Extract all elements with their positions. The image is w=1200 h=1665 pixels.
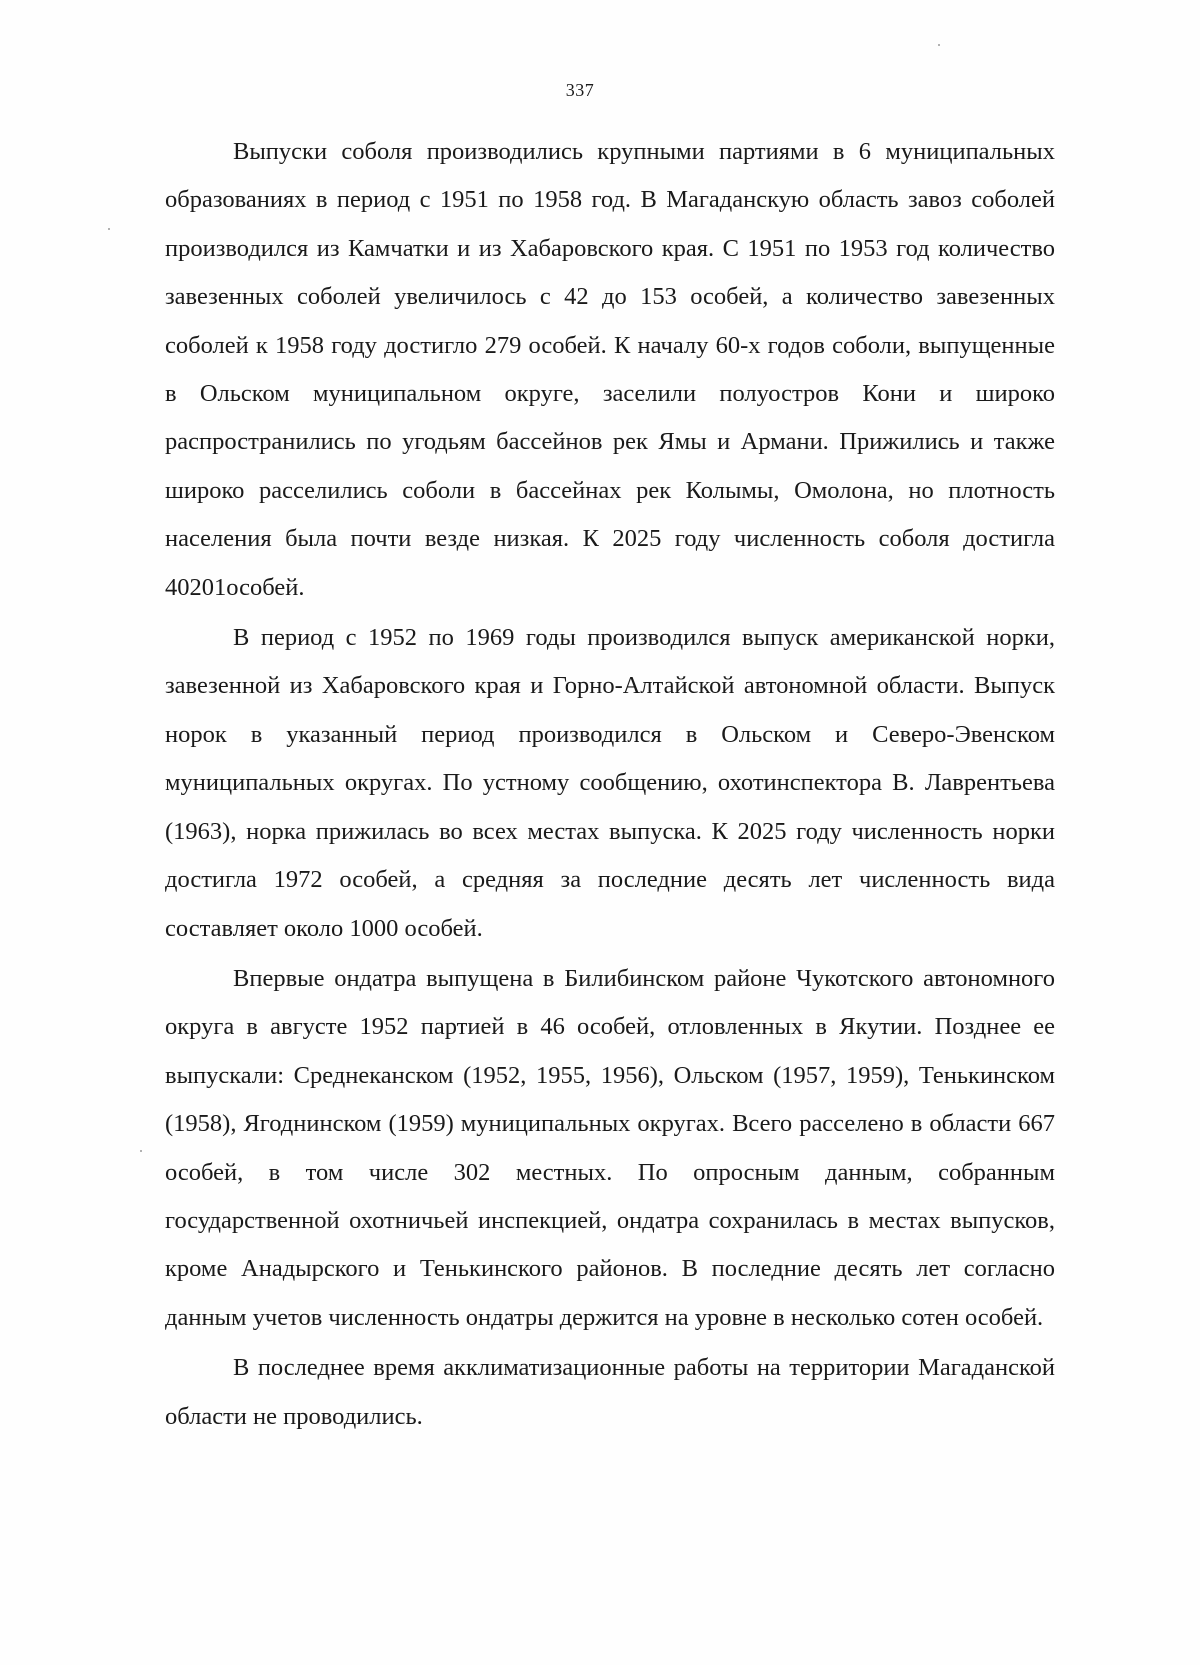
paragraph-muskrat-release: Впервые ондатра выпущена в Билибинском районе Чукотского автономного округа в августе 1952 партией в 46 особей, отловленных в Якутии. Позднее ее выпускали: Среднеканском (1952, 1955, 1956), Ольском (1957, 1959), Тенькинском (1958), Ягоднинском (1959) муниципальных округах. Всего расселено в области 667 особей, в том числе 302 местных. По опросным данным, собранным государственной охотничьей инспекцией, ондатра сохранилась в местах выпусков, кроме Анадырского и Тенькинского районов. В последние десять лет согласно данным учетов численность ондатры держится на уровне в несколько сотен особей.	[165, 964, 1055, 1331]
scan-speck	[938, 44, 940, 46]
document-body	[165, 128, 1055, 1443]
scan-speck	[108, 228, 110, 230]
paragraph-conclusion: В последнее время акклиматизационные работы на территории Магаданской области не проводились.	[165, 1354, 1055, 1430]
paragraph-mink-release: В период с 1952 по 1969 годы производился выпуск американской норки, завезенной из Хабаровского края и Горно-Алтайской автономной области. Выпуск норок в указанный период производился в Ольском и Северо-Эвенском муниципальных округах. По устному сообщению, охотинспектора В. Лаврентьева (1963), норка прижилась во всех местах выпуска. К 2025 году численность норки достигла 1972 особей, а средняя за последние десять лет численность вида составляет около 1000 особей.	[165, 624, 1055, 942]
scan-speck	[140, 1150, 142, 1152]
page-number: 337	[565, 80, 595, 100]
paragraph-sable-release: Выпуски соболя производились крупными партиями в 6 муниципальных образованиях в период с 1951 по 1958 год. В Магаданскую область завоз соболей производился из Камчатки и из Хабаровского края. С 1951 по 1953 год количество завезенных соболей увеличилось с 42 до 153 особей, а количество завезенных соболей к 1958 году достигло 279 особей. К началу 60-х годов соболи, выпущенные в Ольском муниципальном округе, заселили полуостров Кони и широко распространились по угодьям бассейнов рек Ямы и Армани. Прижились и также широко расселились соболи в бассейнах рек Колымы, Омолона, но плотность населения была почти везде низкая. К 2025 году численность соболя достигла 40201особей.	[165, 138, 1055, 601]
